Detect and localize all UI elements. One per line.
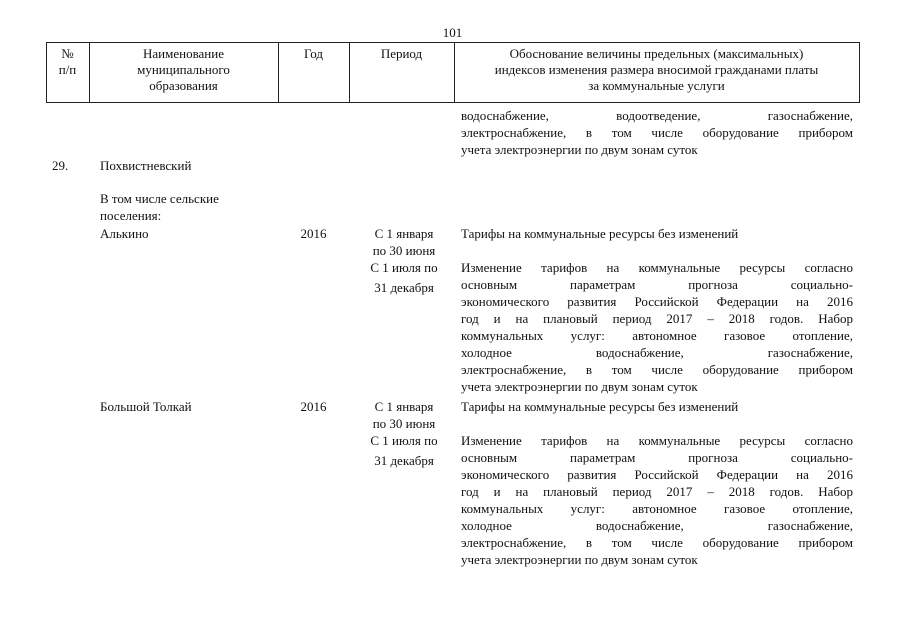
period-line: С 1 января xyxy=(374,399,434,414)
row-period-second-half xyxy=(352,259,456,297)
district-number: 29. xyxy=(52,158,69,173)
header-num-line: № xyxy=(61,46,74,61)
row-period-first-half xyxy=(352,225,456,259)
header-municipality-line: муниципального xyxy=(137,62,230,77)
text-line: год и на плановый период 2017 – 2018 годов. Набор xyxy=(461,484,853,499)
text-line: учета электроэнергии по двум зонам суток xyxy=(461,142,698,157)
subheading-line: В том числе сельские xyxy=(100,191,219,206)
row-tariff-change xyxy=(461,432,853,568)
text-line: Изменение тарифов на коммунальные ресурсы согласно xyxy=(461,433,853,448)
header-municipality-line: образования xyxy=(149,78,218,93)
text-line: год и на плановый период 2017 – 2018 годов. Набор xyxy=(461,311,853,326)
text-line: электроснабжение, в том числе оборудование прибором xyxy=(461,125,853,140)
period-line: по 30 июня xyxy=(372,416,436,431)
row-period-first-half xyxy=(352,398,456,432)
period-line: по 30 июня xyxy=(372,243,436,258)
carryover-text xyxy=(461,107,853,158)
text-line: электроснабжение, в том числе оборудование прибором xyxy=(461,362,853,377)
header-municipality xyxy=(89,46,278,94)
period-line: С 1 июля по xyxy=(370,433,438,448)
text-line: коммунальных услуг: автономное газовое отопление, xyxy=(461,501,853,516)
row-year: 2016 xyxy=(300,399,327,414)
text-line: экономического развития Российской Федерации на 2016 xyxy=(461,294,853,309)
period-line: 31 декабря xyxy=(374,280,434,295)
text-line: основным параметрам прогноза социально- xyxy=(461,450,853,465)
text-line: коммунальных услуг: автономное газовое отопление, xyxy=(461,328,853,343)
header-border-right xyxy=(859,42,860,102)
text-line: основным параметрам прогноза социально- xyxy=(461,277,853,292)
period-line: С 1 июля по xyxy=(370,260,438,275)
row-tariff-change xyxy=(461,259,853,395)
district-subheading xyxy=(100,190,270,224)
text-line: экономического развития Российской Федерации на 2016 xyxy=(461,467,853,482)
subheading-line: поселения: xyxy=(100,208,162,223)
period-line: С 1 января xyxy=(374,226,434,241)
header-municipality-line: Наименование xyxy=(143,46,224,61)
header-period: Период xyxy=(380,46,423,61)
header-justification-line: за коммунальные услуги xyxy=(588,78,725,93)
row-tariff-unchanged: Тарифы на коммунальные ресурсы без изменений xyxy=(461,226,739,241)
row-period-second-half xyxy=(352,432,456,470)
text-line: водоснабжение, водоотведение, газоснабжение, xyxy=(461,108,853,123)
header-num-line: п/п xyxy=(58,62,77,77)
page-number: 101 xyxy=(442,25,463,40)
header-justification-line: Обоснование величины предельных (максимальных) xyxy=(509,46,804,61)
row-municipality: Алькино xyxy=(100,226,149,241)
row-year: 2016 xyxy=(300,226,327,241)
text-line: учета электроэнергии по двум зонам суток xyxy=(461,552,698,567)
text-line: электроснабжение, в том числе оборудование прибором xyxy=(461,535,853,550)
period-line: 31 декабря xyxy=(374,453,434,468)
district-name: Похвистневский xyxy=(100,158,192,173)
header-justification-line: индексов изменения размера вносимой гражданами платы xyxy=(494,62,819,77)
text-line: холодное водоснабжение, газоснабжение, xyxy=(461,345,853,360)
header-year: Год xyxy=(303,46,324,61)
header-top-rule xyxy=(46,42,860,43)
row-municipality: Большой Толкай xyxy=(100,399,192,414)
header-bottom-rule xyxy=(46,102,860,103)
header-justification xyxy=(454,46,859,94)
row-tariff-unchanged: Тарифы на коммунальные ресурсы без изменений xyxy=(461,399,739,414)
text-line: Изменение тарифов на коммунальные ресурсы согласно xyxy=(461,260,853,275)
header-num xyxy=(46,46,89,78)
text-line: холодное водоснабжение, газоснабжение, xyxy=(461,518,853,533)
text-line: учета электроэнергии по двум зонам суток xyxy=(461,379,698,394)
